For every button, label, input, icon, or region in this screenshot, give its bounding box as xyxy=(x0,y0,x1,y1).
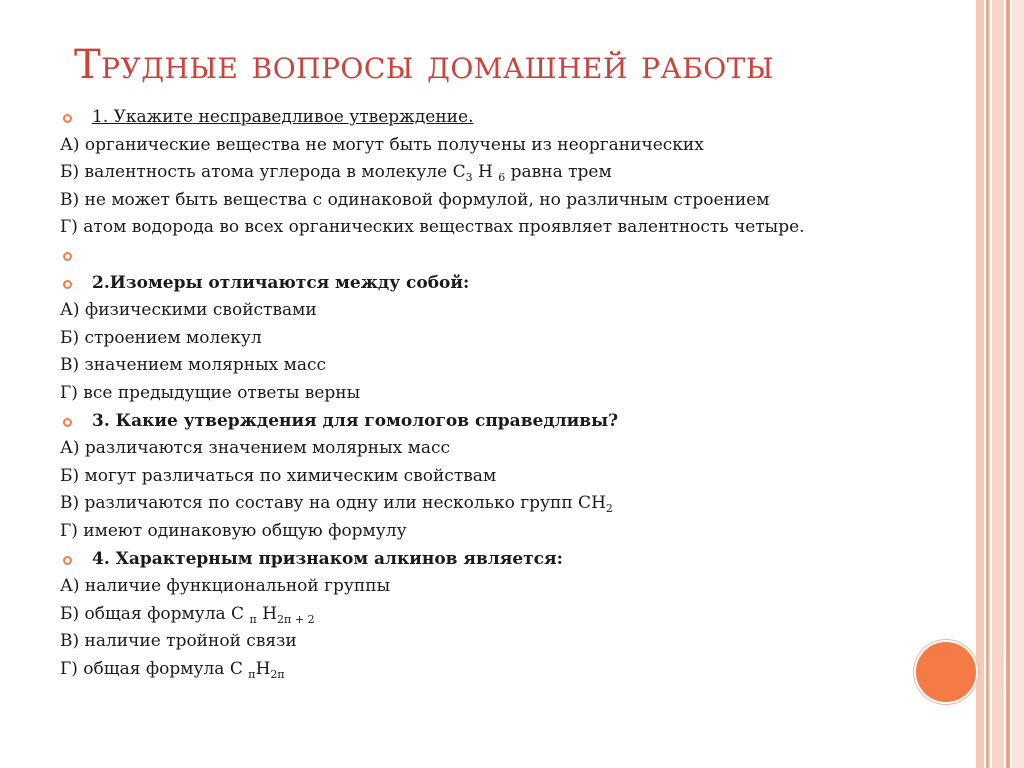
answer-4a: А) наличие функциональной группы xyxy=(60,576,391,597)
answer-3b: Б) могут различаться по химическим свойствам xyxy=(60,465,497,486)
question-4 xyxy=(60,546,960,574)
decor-stripe xyxy=(986,0,989,768)
bullet-icon xyxy=(63,556,72,565)
answer-1b: Б) валентность атома углерода в молекуле $С_3$ Н $_6$ равна трем xyxy=(60,162,612,185)
answer-4b: Б) общая формула С $_п$ $Н_{2п + 2}$ xyxy=(60,603,315,626)
answer-3c: В) различаются по составу на одну или несколько групп $СН_2$ xyxy=(60,493,613,516)
bullet-icon xyxy=(63,252,72,261)
slide-title: Трудные вопросы домашней работы xyxy=(74,42,774,88)
answer-2a: А) физическими свойствами xyxy=(60,300,317,321)
answer-2d: Г) все предыдущие ответы верны xyxy=(60,382,361,403)
bullet-icon xyxy=(63,114,72,123)
bullet-icon xyxy=(63,418,72,427)
answer-2c: В) значением молярных масс xyxy=(60,355,327,376)
question-3 xyxy=(60,408,960,436)
answer-3d: Г) имеют одинаковую общую формулу xyxy=(60,520,407,541)
bullet-icon xyxy=(63,280,72,289)
answer-1d: Г) атом водорода во всех органических веществах проявляет валентность четыре. xyxy=(60,217,805,238)
answer-3a: А) различаются значением молярных масс xyxy=(60,438,451,459)
answer-1c: В) не может быть вещества с одинаковой формулой, но различным строением xyxy=(60,189,770,210)
empty-bullet xyxy=(60,242,960,270)
question-2-text: 2.Изомеры отличаются между собой: xyxy=(92,272,470,293)
decor-stripe xyxy=(1012,0,1024,768)
answer-2b: Б) строением молекул xyxy=(60,327,262,348)
decor-stripe xyxy=(1006,0,1010,768)
slide-content xyxy=(60,104,960,683)
decor-stripe xyxy=(992,0,1004,768)
question-1 xyxy=(60,104,960,132)
answer-4c: В) наличие тройной связи xyxy=(60,631,297,652)
question-3-text: 3. Какие утверждения для гомологов справедливы? xyxy=(92,410,619,431)
question-2 xyxy=(60,270,960,298)
answer-4d: Г) общая формула С $_пН_{2п}$ xyxy=(60,658,285,681)
question-4-text: 4. Характерным признаком алкинов является: xyxy=(92,548,563,569)
decor-stripe xyxy=(976,0,984,768)
answer-1a: А) органические вещества не могут быть получены из неорганических xyxy=(60,134,704,155)
question-1-text: 1. Укажите несправедливое утверждение. xyxy=(92,107,474,127)
